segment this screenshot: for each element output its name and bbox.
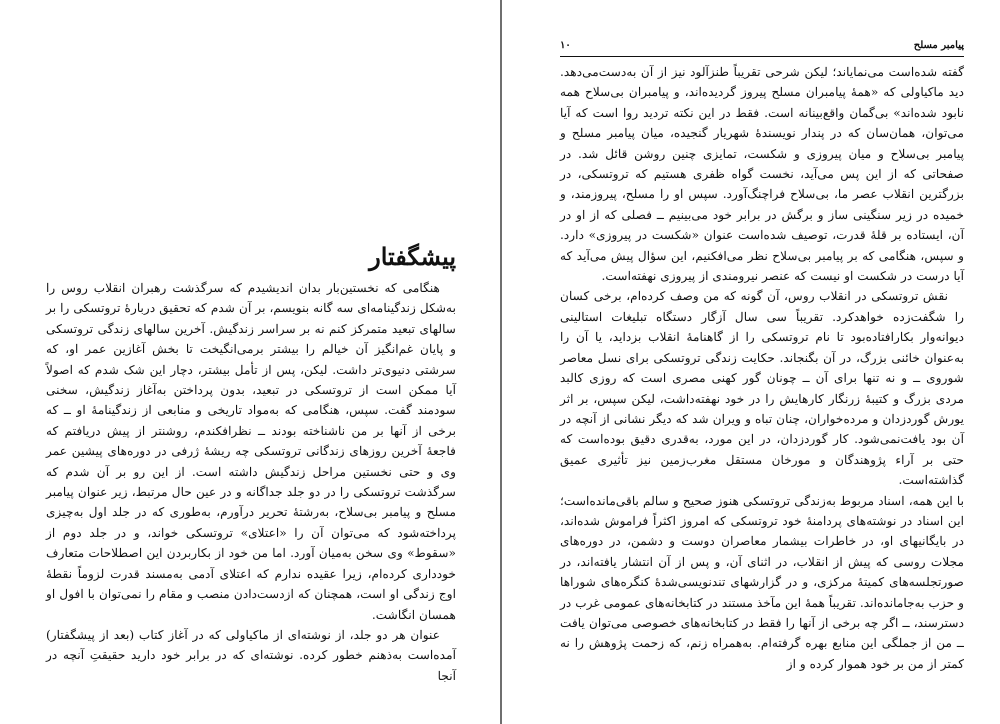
left-page-body <box>46 278 456 686</box>
left-paragraph-1: هنگامی که نخستین‌بار بدان اندیشیدم که سرگذشت رهبران انقلاب روس را به‌شکل زندگینامه‌ای سه گانه بنویسم، بر آن شدم که تحقیق دربارهٔ تروتسکی را بر سالهای تبعید متمرکز کنم نه بر سراسر زندگیش. آخرین سالهای زندگی تروتسکی و پایان غم‌انگیز آن خیالم را بیشتر برمی‌انگیخت تا بخش آغازین عمر او، که سرشتی دنیوی‌تر داشت. لیکن، پس از تأمل بیشتر، دچار این شک شدم که اصولاً آیا ممکن است از تروتسکی در تبعید، بدون پرداختن به‌آغاز زندگیش، سخنی سودمند گفت. سپس، هنگامی که به‌مواد تاریخی و منابعی از زندگینامهٔ او ــ که برخی از آنها بر من ناشناخته بودند ــ نظرافکندم، روشنتر از پیش دریافتم که فاجعهٔ آخرین روزهای زندگانی تروتسکی چه ریشهٔ ژرفی در دوره‌های پیشین عمر وی و حتی نخستین مراحل زندگیش داشته است. از این رو بر آن شدم که سرگذشت تروتسکی را در دو جلد جداگانه و در عین حال مرتبط، زیر عنوان پیامبر مسلح و پیامبر بی‌سلاح، به‌رشتهٔ تحریر درآورم، به‌طوری که در جلد اول به‌چیزی پرداخته‌شود که می‌توان آن را «اعتلای» تروتسکی خواند، و در جلد دوم از «سقوط» وی سخن به‌میان آورد. اما من خود از بکاربردن این اصطلاحات متعارف خودداری کرده‌ام، زیرا عقیده ندارم که اعتلای آدمی به‌مسند قدرت لزوماً نقطهٔ اوج زندگی او است، همچنان که ازدست‌دادن منصب و مقام را نمی‌توان با افول او همسان انگاشت. <box>46 281 456 622</box>
page-number: ۱۰ <box>560 40 571 51</box>
left-paragraph-2: عنوان هر دو جلد، از نوشته‌ای از ماکیاولی که در آغاز کتاب (بعد از پیشگفتار) آمده‌است به‌ذهنم خطور کرده. نوشته‌ای که در برابر خود دارید حقیقتِ آنچه در آنجا <box>46 627 456 683</box>
running-title: پیامبر مسلح <box>913 40 964 51</box>
right-paragraph-3: با این همه، اسناد مربوط به‌زندگی تروتسکی هنوز صحیح و سالم باقی‌مانده‌است؛ این اسناد در نوشته‌های پردامنهٔ خود تروتسکی که امروز اکثراً فراموش شده‌اند، در بایگانیهای او، در خاطرات بیشمار معاصران دوست و دشمن، در دوره‌های مجلات روسی که پیش از انقلاب، در اثنای آن، و پس از آن انتشار یافته‌اند، در صورتجلسه‌های کمیتهٔ مرکزی، و در گزارشهای تندنویسی‌شدهٔ کنگره‌های شوراها و حزب به‌جامانده‌اند. تقریباً همهٔ این مآخذ مستند در کتابخانه‌های عمومی غرب در دسترسند، ــ اگر چه برخی از آنها را فقط در کتابخانه‌های خصوصی می‌توان یافت ــ من از جملگی این منابع بهره گرفته‌ام. به‌همراه زنم، که زحمت پژوهش را نه کمتر از من بر خود هموار کرده و از <box>560 493 964 671</box>
chapter-title: پیشگفتار <box>369 242 456 271</box>
right-paragraph-2: نقش تروتسکی در انقلاب روس، آن گونه که من وصف کرده‌ام، برخی کسان را شگفت‌زده خواهدکرد. تقریباً سی سال آزگار دستگاه تبلیغات استالینی دیوانه‌وار بکارافتاده‌بود تا نام تروتسکی را از گاهنامهٔ انقلاب بزداید، یا آن را به‌عنوان خائنی بزرگ، در آن بگنجاند. حکایت زندگی تروتسکی برای نسل معاصر شوروی ــ و نه تنها برای آن ــ چونان گور کهنی مصری است که روزی کالبد مردی بزرگ و کتیبهٔ زرنگار کارهایش را در خود نهفته‌داشت، لیکن سپس، بر اثر یورش گوردزدان و مرده‌خواران، چنان تباه و ویران شد که دیگر نشانی از آنچه در آن بود یافت‌نمی‌شود. کار گوردزدان، در این مورد، به‌قدری دقیق بوده‌است که حتی بر آراء پژوهندگان و مورخان مستقل مغرب‌زمین نیز تأثیری عمیق گذاشته‌است. <box>560 289 964 488</box>
book-gutter <box>500 0 502 724</box>
running-head <box>560 38 964 57</box>
right-page <box>504 0 1000 724</box>
right-paragraph-1: گفته شده‌است می‌نمایاند؛ لیکن شرحی تقریباً طنزآلود نیز از آن به‌دست‌می‌دهد. دید ماکیاولی که «همهٔ پیامبران مسلح پیروز گردیده‌اند، و پیامبران بی‌سلاح همه نابود شده‌اند» بی‌گمان واقع‌بینانه است. فقط در این نکته تردید روا است که آیا می‌توان، همان‌سان که در پندار نویسندهٔ شهریار گنجیده، میان پیامبر مسلح و پیامبر بی‌سلاح و میان پیروزی و شکست، تمایزی چنین روشن قائل شد. در صفحاتی که از این پس می‌آید، نخست گواه ظفری هستیم که تروتسکی، در بزرگترین انقلاب عصر ما، بی‌سلاح فراچنگ‌آورد. سپس او را مسلح، پیروزمند، و خمیده در زیر سنگینی ساز و برگش در برابر خود می‌بینیم ــ فصلی که از او در آن، ایستاده بر قلهٔ قدرت، توصیف شده‌است عنوان «شکست در پیروزی» دارد. و سپس، هنگامی که بر پیامبر بی‌سلاح نظر می‌افکنیم، این سؤال پیش می‌آید که آیا درست در شکست او نیست که عنصر نیرومندی از پیروزی نهفته‌است. <box>560 65 964 284</box>
right-page-body <box>560 62 964 674</box>
